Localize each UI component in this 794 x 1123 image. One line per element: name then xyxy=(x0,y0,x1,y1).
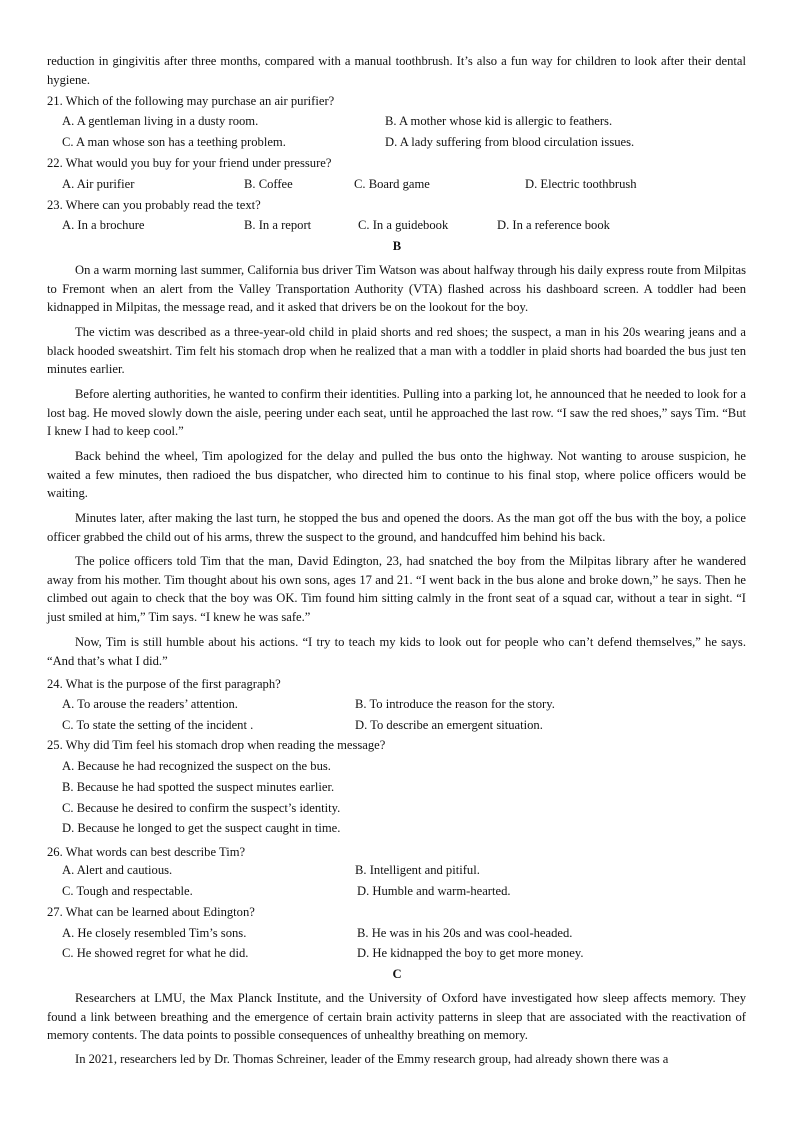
q24-option-c: C. To state the setting of the incident . xyxy=(62,718,254,732)
q23-stem: 23. Where can you probably read the text? xyxy=(47,198,261,212)
q26-option-c: C. Tough and respectable. xyxy=(62,884,193,898)
q21-option-b: B. A mother whose kid is allergic to feathers. xyxy=(385,114,613,128)
q23-option-a: A. In a brochure xyxy=(62,218,145,232)
q24-option-d: D. To describe an emergent situation. xyxy=(355,718,543,732)
section-c-paragraph-1: Researchers at LMU, the Max Planck Institute, and the University of Oxford have investigated how sleep affects memory. They found a link between breathing and the emergence of certain brain activity patterns in sleep that are associated with the reactivation of memory contents. The data points to possible consequences of unhealthy breathing on memory. xyxy=(47,991,746,1042)
q22-option-b: B. Coffee xyxy=(244,177,293,191)
section-c-paragraph-2: In 2021, researchers led by Dr. Thomas Schreiner, leader of the Emmy research group, had already shown there was a xyxy=(75,1052,669,1066)
section-b-paragraph-1: On a warm morning last summer, California bus driver Tim Watson was about halfway through his daily express route from Milpitas to Fremont when an alert from the Valley Transportation Authority (VTA) flashed across his dashboard screen. A toddler had been kidnapped in Milpitas, the message read, and it asked that drivers be on the lookout for the boy. xyxy=(47,263,746,314)
section-b-paragraph-2: The victim was described as a three-year-old child in plaid shorts and red shoes; the suspect, a man in his 20s wearing jeans and a black hooded sweatshirt. Tim felt his stomach drop when he realized that a man with a toddler in plaid shorts had boarded the bus just ten minutes earlier. xyxy=(47,325,746,376)
q26-stem: 26. What words can best describe Tim? xyxy=(47,845,246,859)
q27-option-c: C. He showed regret for what he did. xyxy=(62,946,249,960)
q21-option-a: A. A gentleman living in a dusty room. xyxy=(62,114,259,128)
q22-stem: 22. What would you buy for your friend under pressure? xyxy=(47,156,332,170)
q23-option-b: B. In a report xyxy=(244,218,312,232)
q21-option-d: D. A lady suffering from blood circulation issues. xyxy=(385,135,635,149)
q24-stem: 24. What is the purpose of the first paragraph? xyxy=(47,677,281,691)
q22-option-c: C. Board game xyxy=(354,177,430,191)
q27-option-d: D. He kidnapped the boy to get more money. xyxy=(357,946,584,960)
intro-tail-paragraph: reduction in gingivitis after three months, compared with a manual toothbrush. It’s also a fun way for children to look after their dental hygiene. xyxy=(47,54,746,87)
q26-option-b: B. Intelligent and pitiful. xyxy=(355,863,480,877)
q24-option-b: B. To introduce the reason for the story. xyxy=(355,697,555,711)
q21-stem: 21. Which of the following may purchase an air purifier? xyxy=(47,94,335,108)
section-b-paragraph-3: Before alerting authorities, he wanted to confirm their identities. Pulling into a parking lot, he announced that he needed to look for a lost bag. He moved slowly down the aisle, peering under each seat, until he approached the last row. “I saw the red shoes,” says Tim. “But I knew I had to keep cool.” xyxy=(47,387,746,438)
q22-option-d: D. Electric toothbrush xyxy=(525,177,637,191)
section-c-title: C xyxy=(392,967,402,981)
q23-option-c: C. In a guidebook xyxy=(358,218,449,232)
q27-option-a: A. He closely resembled Tim’s sons. xyxy=(62,926,247,940)
q24-option-a: A. To arouse the readers’ attention. xyxy=(62,697,238,711)
q23-option-d: D. In a reference book xyxy=(497,218,610,232)
q25-option-d: D. Because he longed to get the suspect caught in time. xyxy=(62,821,341,835)
section-b-paragraph-4: Back behind the wheel, Tim apologized for the delay and pulled the bus onto the highway. Not wanting to arouse suspicion, he waited a few minutes, then radioed the bus dispatcher, who directed him to continue to his final stop, where police officers would be waiting. xyxy=(47,449,746,500)
section-b-title: B xyxy=(392,239,402,253)
section-b-paragraph-5: Minutes later, after making the last turn, he stopped the bus and opened the doors. As the man got off the bus with the boy, a police officer grabbed the child out of his arms, threw the suspect to the ground, and handcuffed him behind his back. xyxy=(47,511,746,544)
q26-option-d: D. Humble and warm-hearted. xyxy=(357,884,511,898)
q25-option-c: C. Because he desired to confirm the suspect’s identity. xyxy=(62,801,341,815)
q22-option-a: A. Air purifier xyxy=(62,177,135,191)
q25-option-b: B. Because he had spotted the suspect minutes earlier. xyxy=(62,780,335,794)
q27-stem: 27. What can be learned about Edington? xyxy=(47,905,255,919)
q25-stem: 25. Why did Tim feel his stomach drop when reading the message? xyxy=(47,738,386,752)
q25-option-a: A. Because he had recognized the suspect on the bus. xyxy=(62,759,331,773)
section-b-paragraph-6: The police officers told Tim that the man, David Edington, 23, had snatched the boy from the Milpitas library after he wandered away from his mother. Tim thought about his own sons, ages 17 and 21. “I went back in the bus alone and broke down,” he says. Then he climbed out again to check that the boy was OK. Tim found him sitting calmly in the front seat of a squad car, without a tear in sight. “I just smiled at him,” Tim says. “I knew he was safe.” xyxy=(47,554,746,624)
section-b-paragraph-7: Now, Tim is still humble about his actions. “I try to teach my kids to look out for people who can’t defend themselves,” he says. “And that’s what I did.” xyxy=(47,635,746,668)
q27-option-b: B. He was in his 20s and was cool-headed. xyxy=(357,926,573,940)
q21-option-c: C. A man whose son has a teething problem. xyxy=(62,135,286,149)
q26-option-a: A. Alert and cautious. xyxy=(62,863,173,877)
